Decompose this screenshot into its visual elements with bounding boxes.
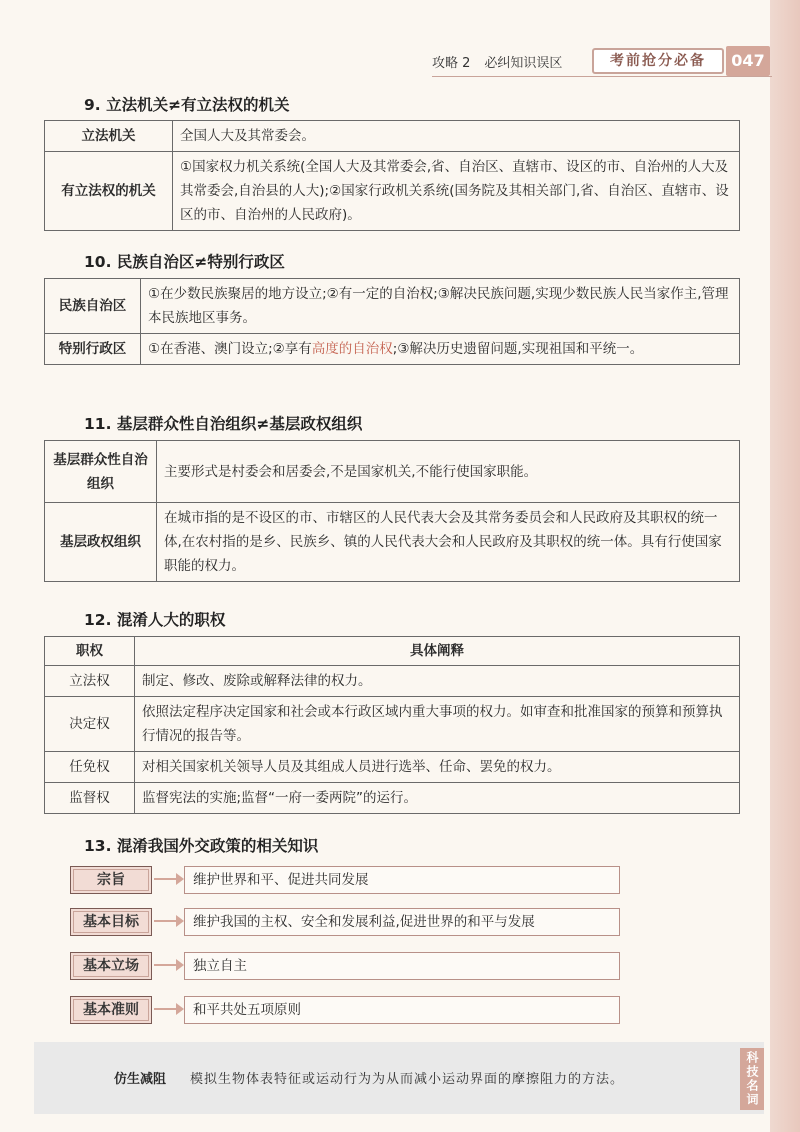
row-text-part: ;③解决历史遗留问题,实现祖国和平统一。 (392, 341, 644, 357)
table-header-row (45, 637, 740, 666)
highlighted-phrase: 高度的自治权 (311, 341, 393, 357)
header-part: 攻略 2 (432, 56, 471, 71)
table-row (45, 503, 740, 582)
row-text: 主要形式是村委会和居委会,不是国家机关,不能行使国家职能。 (157, 441, 740, 503)
row-label: 特别行政区 (45, 334, 141, 365)
section-12-table (44, 636, 740, 814)
policy-text: 独立自主 (184, 952, 620, 980)
arrow-right-icon (154, 1008, 182, 1010)
row-text: ①国家权力机关系统(全国人大及其常委会,省、自治区、直辖市、设区的市、自治州的人大及其常委会,自治县的人大);②国家行政机关系统(国务院及其相关部门,省、自治区、直辖市、设区的市、自治州的人民政府)。 (173, 152, 740, 231)
section-10-table (44, 278, 740, 365)
row-label: 立法权 (45, 666, 135, 697)
row-text: 制定、修改、废除或解释法律的权力。 (135, 666, 740, 697)
row-text-part: ①在香港、澳门设立;②享有 (148, 341, 312, 357)
row-text (141, 334, 740, 365)
section-9-table (44, 120, 740, 231)
column-header: 具体阐释 (135, 637, 740, 666)
row-label: 监督权 (45, 783, 135, 814)
page-number: 047 (726, 46, 770, 76)
section-13-title: 13. 混淆我国外交政策的相关知识 (84, 837, 319, 855)
row-text: ①在少数民族聚居的地方设立;②有一定的自治权;③解决民族问题,实现少数民族人民当家作主,管理本民族地区事务。 (141, 279, 740, 334)
footer-definition: 模拟生物体表特征或运动行为为从而减小运动界面的摩擦阻力的方法。 (190, 1072, 625, 1087)
section-11-table (44, 440, 740, 582)
running-header (432, 52, 562, 71)
row-label: 任免权 (45, 752, 135, 783)
table-row (45, 279, 740, 334)
policy-text: 维护世界和平、促进共同发展 (184, 866, 620, 894)
table-row (45, 121, 740, 152)
section-12-title: 12. 混淆人大的职权 (84, 611, 226, 629)
row-label: 立法机关 (45, 121, 173, 152)
row-text: 全国人大及其常委会。 (173, 121, 740, 152)
section-11-title: 11. 基层群众性自治组织≠基层政权组织 (84, 415, 363, 433)
table-row (45, 697, 740, 752)
row-label: 决定权 (45, 697, 135, 752)
table-row (45, 783, 740, 814)
policy-label: 基本准则 (70, 996, 152, 1024)
footer-note (34, 1042, 764, 1114)
header-badge: 考前抢分必备 (592, 48, 724, 74)
footer-term: 仿生减阻 (114, 1072, 167, 1087)
row-text: 在城市指的是不设区的市、市辖区的人民代表大会及其常务委员会和人民政府及其职权的统一体,在农村指的是乡、民族乡、镇的人民代表大会和人民政府及其职权的统一体。具有行使国家职能的权力。 (157, 503, 740, 582)
table-row (45, 752, 740, 783)
header-chapter: 必纠知识误区 (484, 56, 563, 71)
policy-label: 宗旨 (70, 866, 152, 894)
header-rule (432, 76, 772, 77)
row-label: 基层群众性自治组织 (45, 441, 157, 503)
policy-label: 基本目标 (70, 908, 152, 936)
column-header: 职权 (45, 637, 135, 666)
table-row (45, 152, 740, 231)
row-text: 监督宪法的实施;监督“一府一委两院”的运行。 (135, 783, 740, 814)
arrow-right-icon (154, 878, 182, 880)
row-text: 依照法定程序决定国家和社会或本行政区域内重大事项的权力。如审查和批准国家的预算和预算执行情况的报告等。 (135, 697, 740, 752)
row-label: 基层政权组织 (45, 503, 157, 582)
policy-label: 基本立场 (70, 952, 152, 980)
footer-tag: 科技名词 (740, 1048, 764, 1110)
section-10-title: 10. 民族自治区≠特别行政区 (84, 253, 285, 271)
row-text: 对相关国家机关领导人员及其组成人员进行选举、任命、罢免的权力。 (135, 752, 740, 783)
policy-text: 和平共处五项原则 (184, 996, 620, 1024)
policy-text: 维护我国的主权、安全和发展利益,促进世界的和平与发展 (184, 908, 620, 936)
table-row (45, 334, 740, 365)
table-row (45, 441, 740, 503)
row-label: 有立法权的机关 (45, 152, 173, 231)
table-row (45, 666, 740, 697)
arrow-right-icon (154, 964, 182, 966)
section-9-title: 9. 立法机关≠有立法权的机关 (84, 96, 290, 114)
page-edge-stripe (770, 0, 800, 1132)
arrow-right-icon (154, 920, 182, 922)
row-label: 民族自治区 (45, 279, 141, 334)
